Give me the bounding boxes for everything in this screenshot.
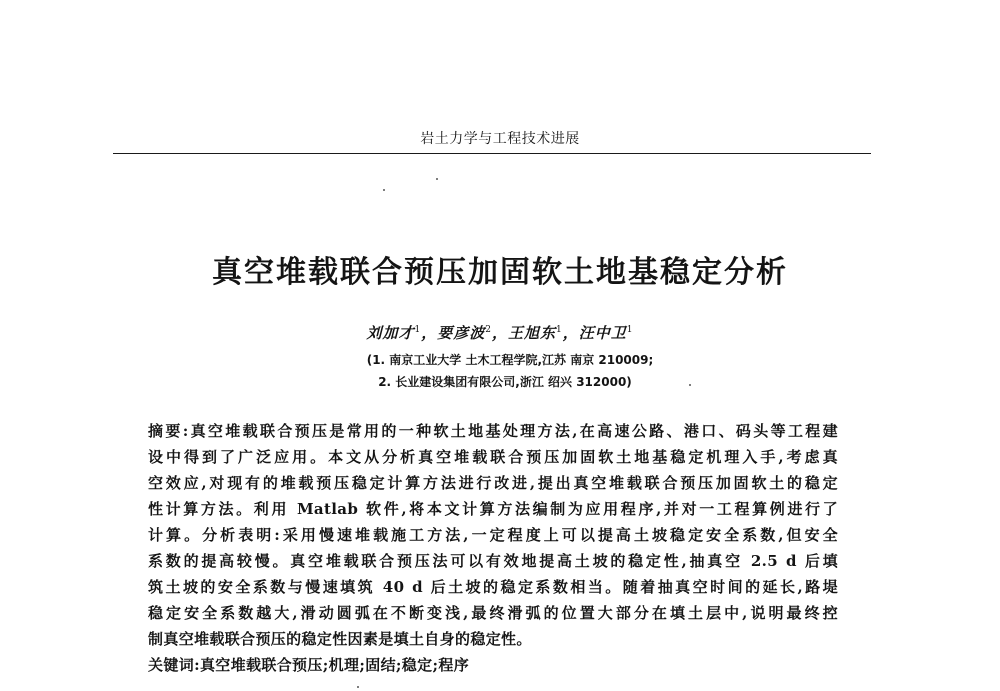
abstract-line: 稳定安全系数越大,滑动圆弧在不断变浅,最终滑弧的位置大部分在填土层中,说明最终控: [148, 604, 838, 622]
author-name: 汪中卫: [578, 324, 627, 342]
paper-title: 真空堆载联合预压加固软土地基稳定分析: [212, 255, 788, 290]
affiliation-line-1: (1. 南京工业大学 土木工程学院,江苏 南京 210009;: [366, 353, 654, 367]
keywords-text: :真空堆载联合预压;机理;固结;稳定;程序: [194, 656, 470, 674]
author-separator: ，: [421, 324, 438, 342]
abstract-line: [148, 418, 838, 444]
author-line: [0, 322, 1000, 343]
author-affiliation-mark: 2: [485, 325, 492, 335]
header-rule: [113, 153, 871, 154]
abstract-label: 摘要: [148, 422, 183, 440]
abstract-text: :真空堆载联合预压是常用的一种软土地基处理方法,在高速公路、港口、码头等工程建: [182, 422, 838, 440]
scan-speck: [357, 686, 359, 688]
author-affiliation-mark: 1: [414, 325, 422, 335]
author-separator: ，: [562, 324, 579, 342]
scan-speck: [436, 178, 438, 180]
author-name: 要彦波: [437, 324, 486, 342]
running-header: 岩土力学与工程技术进展: [420, 131, 580, 147]
abstract-line: 制真空堆载联合预压的稳定性因素是填土自身的稳定性。: [148, 630, 532, 648]
author-affiliation-mark: 1: [556, 325, 563, 335]
abstract-line: 计算。分析表明:采用慢速堆载施工方法,一定程度上可以提高土坡稳定安全系数,但安全: [148, 526, 838, 544]
abstract-line: 筑土坡的安全系数与慢速填筑 40 d 后土坡的稳定系数相当。随着抽真空时间的延长,路堤: [148, 578, 838, 596]
author-name: 刘加才: [366, 324, 415, 342]
affiliation-line-2: 2. 长业建设集团有限公司,浙江 绍兴 312000): [378, 375, 632, 389]
keywords-line: [148, 652, 838, 678]
author-separator: ，: [491, 324, 508, 342]
abstract-line: 空效应,对现有的堆载预压稳定计算方法进行改进,提出真空堆载联合预压加固软土的稳定: [148, 474, 838, 492]
abstract-line: 系数的提高较慢。真空堆载联合预压法可以有效地提高土坡的稳定性,抽真空 2.5 d 后填: [148, 552, 838, 570]
keywords-label: 关键词: [148, 656, 195, 674]
abstract-line: 设中得到了广泛应用。本文从分析真空堆载联合预压加固软土地基稳定机理入手,考虑真: [148, 448, 838, 466]
author-name: 王旭东: [508, 324, 557, 342]
abstract-line: 性计算方法。利用 Matlab 软件,将本文计算方法编制为应用程序,并对一工程算例进行了: [148, 500, 838, 518]
scan-speck: [383, 189, 385, 191]
abstract-block: [148, 418, 838, 678]
author-affiliation-mark: 1: [626, 325, 634, 335]
